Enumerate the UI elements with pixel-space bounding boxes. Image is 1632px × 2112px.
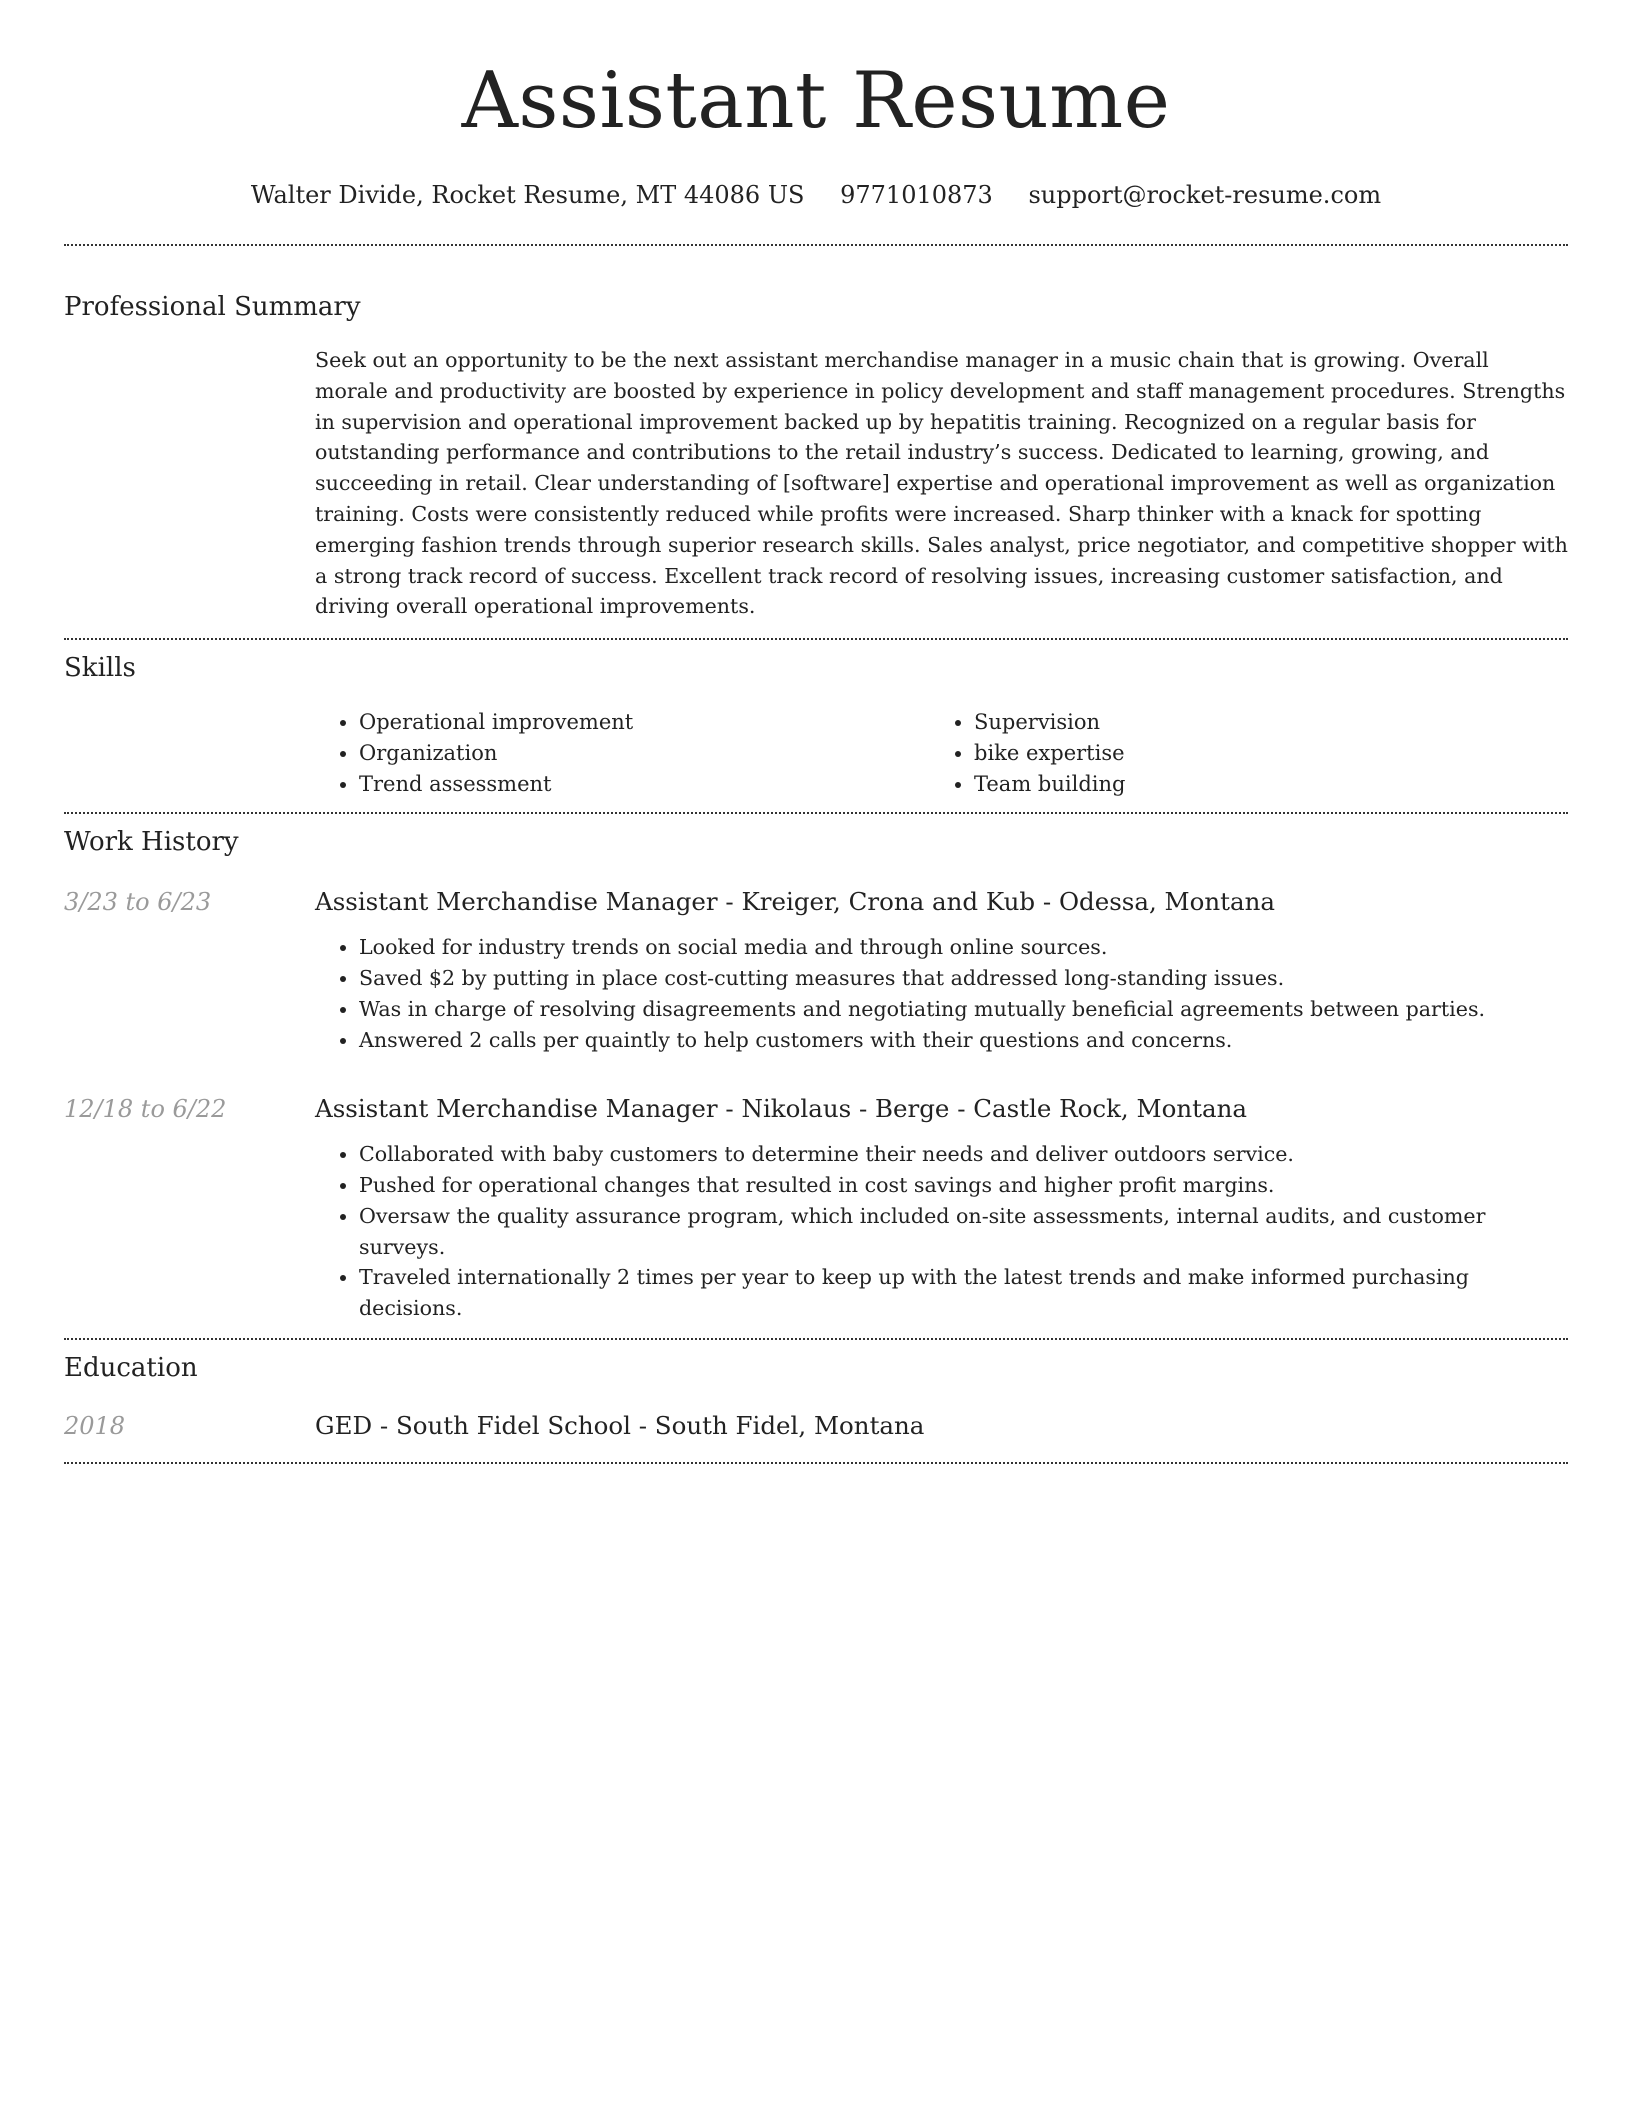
summary-section — [64, 291, 1568, 622]
skill-item: • Supervision — [974, 707, 1545, 738]
summary-heading: Professional Summary — [64, 292, 361, 322]
job-bullets — [315, 932, 1568, 1056]
divider — [64, 1462, 1568, 1464]
contact-email: support@rocket-resume.com — [1028, 181, 1382, 209]
divider — [64, 812, 1568, 814]
job-entry — [64, 886, 1568, 1056]
work-history-section — [64, 826, 1568, 1324]
job-bullet: • Collaborated with baby customers to determine their needs and deliver outdoors service. — [359, 1139, 1568, 1170]
education-section — [64, 1352, 1568, 1442]
education-details — [315, 1410, 1568, 1442]
job-bullet: • Oversaw the quality assurance program, which included on-site assessments, internal audits, and customer surveys. — [359, 1201, 1568, 1263]
divider — [64, 244, 1568, 246]
contact-phone: 9771010873 — [840, 181, 993, 209]
skills-column-left — [315, 707, 930, 800]
divider — [64, 638, 1568, 640]
job-dates: 3/23 to 6/23 — [64, 888, 212, 917]
job-bullet: • Saved $2 by putting in place cost-cutting measures that addressed long-standing issues. — [359, 963, 1568, 994]
skill-item: • Team building — [974, 769, 1545, 800]
contact-line — [64, 180, 1568, 210]
education-heading: Education — [64, 1353, 198, 1384]
job-details — [315, 886, 1568, 1056]
job-bullet: • Was in charge of resolving disagreements and negotiating mutually beneficial agreements between parties. — [359, 994, 1568, 1025]
skills-heading: Skills — [64, 653, 136, 684]
skills-column-right — [930, 707, 1545, 800]
resume-title: Assistant Resume — [461, 56, 1171, 146]
job-details — [315, 1093, 1568, 1324]
work-history-heading: Work History — [64, 827, 239, 858]
job-bullet: • Answered 2 calls per quaintly to help customers with their questions and concerns. — [359, 1025, 1568, 1056]
job-title: Assistant Merchandise Manager - Kreiger, Crona and Kub - Odessa, Montana — [315, 887, 1275, 917]
skill-item: • bike expertise — [974, 738, 1545, 769]
education-title: GED - South Fidel School - South Fidel, Montana — [315, 1411, 925, 1441]
job-entry — [64, 1093, 1568, 1324]
job-bullets — [315, 1139, 1568, 1324]
job-bullet: • Traveled internationally 2 times per year to keep up with the latest trends and make informed purchasing decisions. — [359, 1262, 1568, 1324]
education-year: 2018 — [64, 1412, 126, 1441]
job-bullet: • Pushed for operational changes that resulted in cost savings and higher profit margins. — [359, 1170, 1568, 1201]
job-title: Assistant Merchandise Manager - Nikolaus - Berge - Castle Rock, Montana — [315, 1093, 1247, 1123]
education-entry — [64, 1410, 1568, 1442]
job-bullet: • Looked for industry trends on social media and through online sources. — [359, 932, 1568, 963]
job-dates: 12/18 to 6/22 — [64, 1094, 227, 1123]
skills-list — [315, 707, 1568, 800]
skills-section — [64, 652, 1568, 800]
skill-item: • Trend assessment — [359, 769, 930, 800]
summary-text: Seek out an opportunity to be the next assistant merchandise manager in a music chain that is growing. Overall morale and productivity are boosted by experience in policy development and staff management procedures. Strengths in supervision and operational improvement backed up by hepatitis training. Recognized on a regular basis for outstanding performance and contributions to the retail industry’s success. Dedicated to learning, growing, and succeeding in retail. Clear understanding of [software] expertise and operational improvement as well as organization training. Costs were consistently reduced while profits were increased. Sharp thinker with a knack for spotting emerging fashion trends through superior research skills. Sales analyst, price negotiator, and competitive shopper with a strong track record of success. Excellent track record of resolving issues, increasing customer satisfaction, and driving overall operational improvements. — [315, 348, 1568, 619]
skill-item: • Organization — [359, 738, 930, 769]
skill-item: • Operational improvement — [359, 707, 930, 738]
contact-address: Walter Divide, Rocket Resume, MT 44086 US — [250, 181, 805, 209]
divider — [64, 1338, 1568, 1340]
